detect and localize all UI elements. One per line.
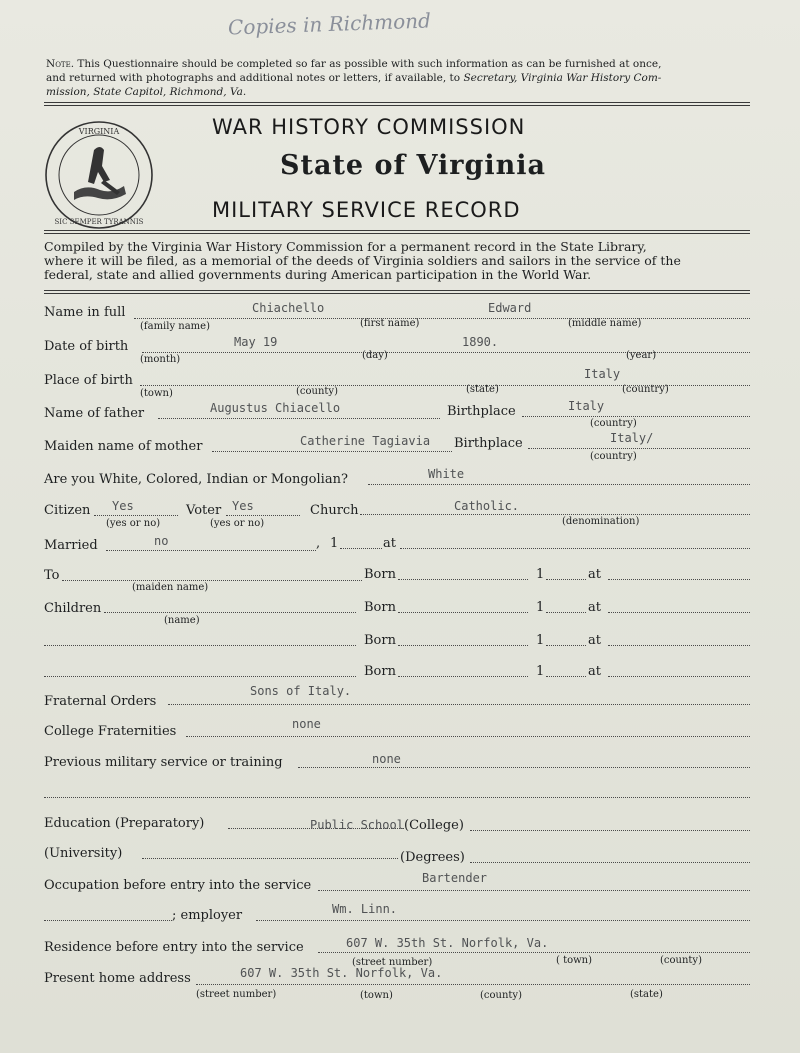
home-address-value: 607 W. 35th St. Norfolk, Va. (240, 966, 443, 980)
home-state-caption: (state) (630, 989, 663, 1000)
home-county-caption: (county) (480, 990, 522, 1001)
married-label: Married (44, 538, 98, 553)
county-caption-2: (county) (660, 955, 702, 966)
to-born-label: Born (364, 567, 396, 582)
divider (44, 290, 750, 291)
occupation-label: Occupation before entry into the service (44, 878, 312, 893)
state-caption: (state) (466, 384, 499, 395)
citizen-caption: (yes or no) (106, 518, 161, 529)
mother-name-value: Catherine Tagiavia (300, 434, 431, 448)
prev-military-value: none (372, 752, 401, 766)
child-1-born-line (398, 612, 528, 613)
town-caption: (town) (140, 388, 173, 399)
children-label: Children (44, 601, 102, 616)
child-2-born-label: Born (364, 633, 396, 648)
married-year-prefix: 1 (330, 536, 339, 551)
father-name-value: Augustus Chiacello (210, 401, 341, 415)
college-fraternities-line (186, 736, 750, 737)
child-3-line (44, 676, 356, 677)
divider (44, 105, 750, 106)
first-name-caption: (first name) (360, 318, 420, 329)
maiden-name-caption: (maiden name) (132, 582, 209, 593)
citizen-value: Yes (112, 499, 134, 513)
month-caption: (month) (140, 354, 181, 365)
child-2-at-label: at (588, 633, 601, 648)
child-1-born-label: Born (364, 600, 396, 615)
degrees-label: (Degrees) (400, 850, 465, 865)
father-birthplace-line (522, 416, 750, 417)
child-2-born-line (398, 645, 528, 646)
race-line (368, 484, 750, 485)
college-label: (College) (404, 818, 464, 833)
married-at-label: at (383, 536, 396, 551)
to-label: To (44, 568, 60, 583)
mother-birthplace-line (528, 448, 750, 449)
child-1-year-prefix: 1 (536, 600, 545, 615)
child-1-place-line (608, 612, 750, 613)
first-name-value: Edward (488, 301, 532, 315)
place-of-birth-label: Place of birth (44, 373, 133, 388)
intro-line-2: where it will be filed, as a memorial of the deeds of Virginia soldiers and sailors in the service of the (44, 253, 681, 268)
note-text-1: This Questionnaire should be completed so far as possible with such information as can be furnished at once, (77, 58, 662, 70)
citizen-label: Citizen (44, 503, 91, 518)
birth-country-value: Italy (584, 367, 621, 381)
svg-text:VIRGINIA: VIRGINIA (78, 127, 120, 136)
note-line-2 (46, 72, 661, 84)
employer-prefix-line (44, 920, 172, 921)
child-2-year-prefix: 1 (536, 633, 545, 648)
college-line (470, 830, 750, 831)
residence-label: Residence before entry into the service (44, 940, 304, 955)
child-2-place-line (608, 645, 750, 646)
education-value: Public School (310, 818, 404, 832)
child-1-year-line (546, 612, 586, 613)
note-recipient: Secretary, Virginia War History Com- (463, 72, 662, 84)
home-town-caption: (town) (360, 990, 393, 1001)
employer-value: Wm. Linn. (332, 902, 398, 916)
home-address-line (196, 984, 750, 985)
voter-label: Voter (186, 503, 222, 518)
handwritten-note: Copies in Richmond (227, 8, 432, 40)
county-caption: (county) (296, 386, 338, 397)
to-year-prefix: 1 (536, 567, 545, 582)
child-3-born-label: Born (364, 664, 396, 679)
employer-line (256, 920, 750, 921)
virginia-seal-icon (44, 120, 154, 230)
home-street-number-caption: (street number) (196, 989, 277, 1000)
dob-month-day-value: May 19 (234, 335, 278, 349)
degrees-line (470, 862, 750, 863)
mother-birthplace-label: Birthplace (454, 436, 523, 451)
employer-label: ; employer (172, 908, 243, 923)
town-caption-2: ( town) (556, 955, 593, 966)
occupation-value: Bartender (422, 871, 488, 885)
church-line (360, 514, 750, 515)
to-line (62, 580, 362, 581)
child-3-born-line (398, 676, 528, 677)
university-line (142, 858, 398, 859)
country-caption: (country) (590, 418, 637, 429)
child-3-year-prefix: 1 (536, 664, 545, 679)
title-state-of-virginia: State of Virginia (280, 150, 547, 181)
name-label: Name in full (44, 305, 126, 320)
married-place-line (400, 548, 750, 549)
intro-line-3: federal, state and allied governments during American participation in the World War. (44, 267, 592, 282)
residence-line (318, 952, 750, 953)
mother-birthplace-value: Italy/ (610, 431, 654, 445)
college-fraternities-label: College Fraternities (44, 724, 177, 739)
year-caption: (year) (626, 350, 657, 361)
married-comma: , (316, 536, 321, 551)
divider (44, 230, 750, 231)
prev-military-label: Previous military service or training (44, 755, 283, 770)
denomination-caption: (denomination) (562, 516, 640, 527)
note-line-1 (46, 58, 661, 70)
divider (44, 102, 750, 103)
to-place-line (608, 579, 750, 580)
note-text-2: and returned with photographs and additional notes or letters, if available, to (46, 72, 461, 84)
note-recipient-2: mission, State Capitol, Richmond, Va. (46, 86, 247, 98)
title-military-service-record: MILITARY SERVICE RECORD (212, 198, 521, 222)
child-3-place-line (608, 676, 750, 677)
prev-military-line-2 (44, 797, 750, 798)
country-caption: (country) (622, 384, 669, 395)
occupation-line (318, 890, 750, 891)
note-label: Note. (46, 58, 75, 70)
university-label: (University) (44, 846, 123, 861)
citizen-line (94, 515, 178, 516)
married-year-line (340, 548, 382, 549)
married-line (106, 550, 316, 551)
country-caption: (country) (590, 451, 637, 462)
street-number-caption: (street number) (352, 957, 433, 968)
divider (44, 233, 750, 234)
father-birthplace-value: Italy (568, 399, 605, 413)
mother-label: Maiden name of mother (44, 439, 203, 454)
name-line (134, 318, 750, 319)
family-name-caption: (family name) (140, 321, 210, 332)
child-3-at-label: at (588, 664, 601, 679)
fraternal-label: Fraternal Orders (44, 694, 157, 709)
to-at-label: at (588, 567, 601, 582)
child-2-year-line (546, 645, 586, 646)
to-born-line (398, 579, 528, 580)
church-label: Church (310, 503, 359, 518)
children-line (104, 612, 356, 613)
father-line (158, 418, 440, 419)
father-birthplace-label: Birthplace (447, 404, 516, 419)
prev-military-line (298, 767, 750, 768)
day-caption: (day) (362, 350, 388, 361)
child-2-line (44, 645, 356, 646)
dob-line (142, 352, 750, 353)
race-label: Are you White, Colored, Indian or Mongolian? (44, 472, 348, 487)
college-fraternities-value: none (292, 717, 321, 731)
voter-caption: (yes or no) (210, 518, 265, 529)
dob-year-value: 1890. (462, 335, 499, 349)
child-name-caption: (name) (164, 615, 200, 626)
church-value: Catholic. (454, 499, 520, 513)
fraternal-line (168, 704, 750, 705)
divider (44, 293, 750, 294)
middle-name-caption: (middle name) (568, 318, 642, 329)
married-value: no (154, 534, 169, 548)
education-label: Education (Preparatory) (44, 816, 205, 831)
child-3-year-line (546, 676, 586, 677)
voter-value: Yes (232, 499, 254, 513)
residence-value: 607 W. 35th St. Norfolk, Va. (346, 936, 549, 950)
voter-line (226, 515, 300, 516)
title-war-history-commission: WAR HISTORY COMMISSION (212, 115, 526, 139)
father-label: Name of father (44, 406, 145, 421)
family-name-value: Chiachello (252, 301, 325, 315)
to-year-line (546, 579, 586, 580)
svg-text:SIC SEMPER TYRANNIS: SIC SEMPER TYRANNIS (54, 218, 144, 226)
home-address-label: Present home address (44, 971, 191, 986)
race-value: White (428, 467, 465, 481)
mother-line (212, 451, 452, 452)
intro-line-1: Compiled by the Virginia War History Commission for a permanent record in the State Library, (44, 239, 647, 254)
fraternal-value: Sons of Italy. (250, 684, 352, 698)
dob-label: Date of birth (44, 339, 129, 354)
child-1-at-label: at (588, 600, 601, 615)
